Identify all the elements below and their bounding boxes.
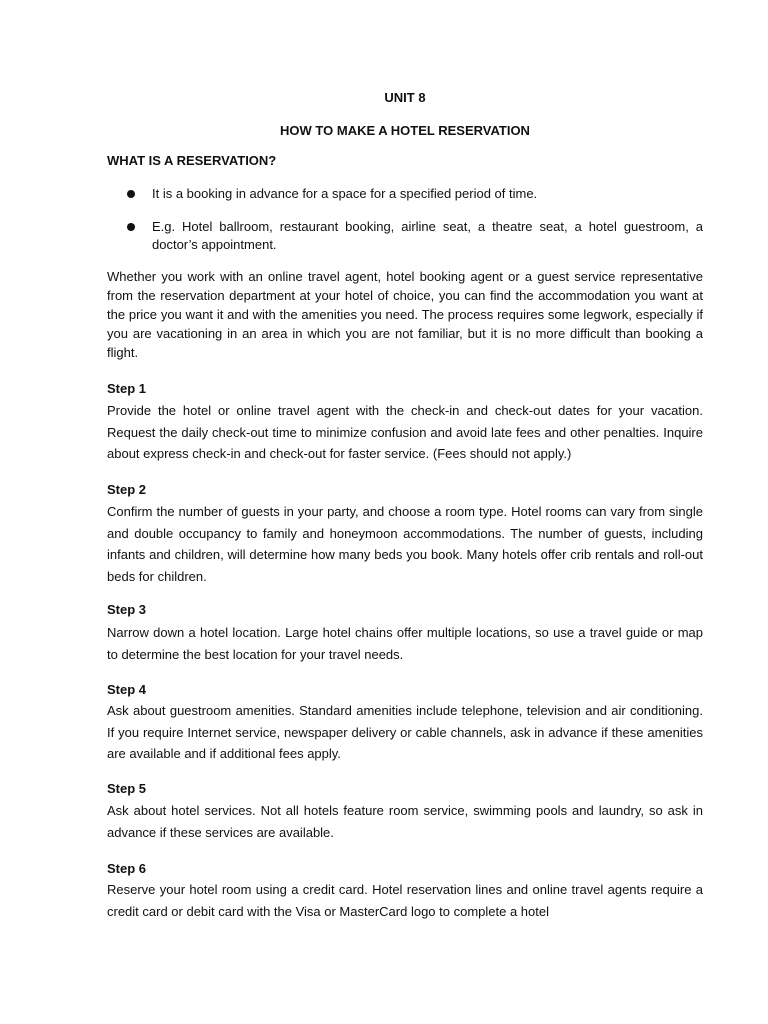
step-3-text: Narrow down a hotel location. Large hotel chains offer multiple locations, so use a travel guide or map to determine the best location for your travel needs. [107, 625, 703, 662]
unit-label: UNIT 8 [384, 90, 426, 105]
section-heading: WHAT IS A RESERVATION? [107, 153, 277, 168]
step-5-text: Ask about hotel services. Not all hotels feature room service, swimming pools and laundry, so ask in advance if these services are available. [107, 803, 703, 840]
step-5-heading: Step 5 [107, 781, 147, 796]
step-6-heading: Step 6 [107, 861, 147, 876]
intro-paragraph: Whether you work with an online travel agent, hotel booking agent or a guest service representative from the reservation department at your hotel of choice, you can find the accommodation you want at the price you want it and with the amenities you need. The process requires some legwork, especially if you are vacationing in an area in which you are not familiar, but it is no more difficult than booking a flight. [107, 269, 703, 360]
step-3-heading: Step 3 [107, 602, 147, 617]
step-2-text: Confirm the number of guests in your party, and choose a room type. Hotel rooms can vary from single and double occupancy to family and honeymoon accommodations. The number of guests, including infants and children, will determine how many beds you book. Many hotels offer crib rentals and roll-out beds for children. [107, 504, 703, 584]
step-1-heading: Step 1 [107, 381, 147, 396]
bullet-text: E.g. Hotel ballroom, restaurant booking, airline seat, a theatre seat, a hotel guestroom, a doctor’s appointment. [152, 219, 703, 252]
step-4-text: Ask about guestroom amenities. Standard amenities include telephone, television and air conditioning. If you require Internet service, newspaper delivery or cable channels, ask in advance if these amenities are available and if additional fees apply. [107, 703, 703, 761]
bullet-icon [127, 190, 135, 198]
step-6-text: Reserve your hotel room using a credit card. Hotel reservation lines and online travel agents require a credit card or debit card with the Visa or MasterCard logo to complete a hotel [107, 882, 703, 919]
bullet-item [107, 218, 703, 254]
bullet-item [107, 185, 703, 203]
step-1-text: Provide the hotel or online travel agent with the check-in and check-out dates for your vacation. Request the daily check-out time to minimize confusion and avoid late fees and other penalties. Inquire about express check-in and check-out for faster service. (Fees should not apply.) [107, 403, 703, 461]
bullet-text: It is a booking in advance for a space for a specified period of time. [152, 186, 538, 201]
bullet-icon [127, 223, 135, 231]
step-2-heading: Step 2 [107, 482, 147, 497]
step-4-heading: Step 4 [107, 682, 147, 697]
page-title: HOW TO MAKE A HOTEL RESERVATION [280, 123, 530, 138]
